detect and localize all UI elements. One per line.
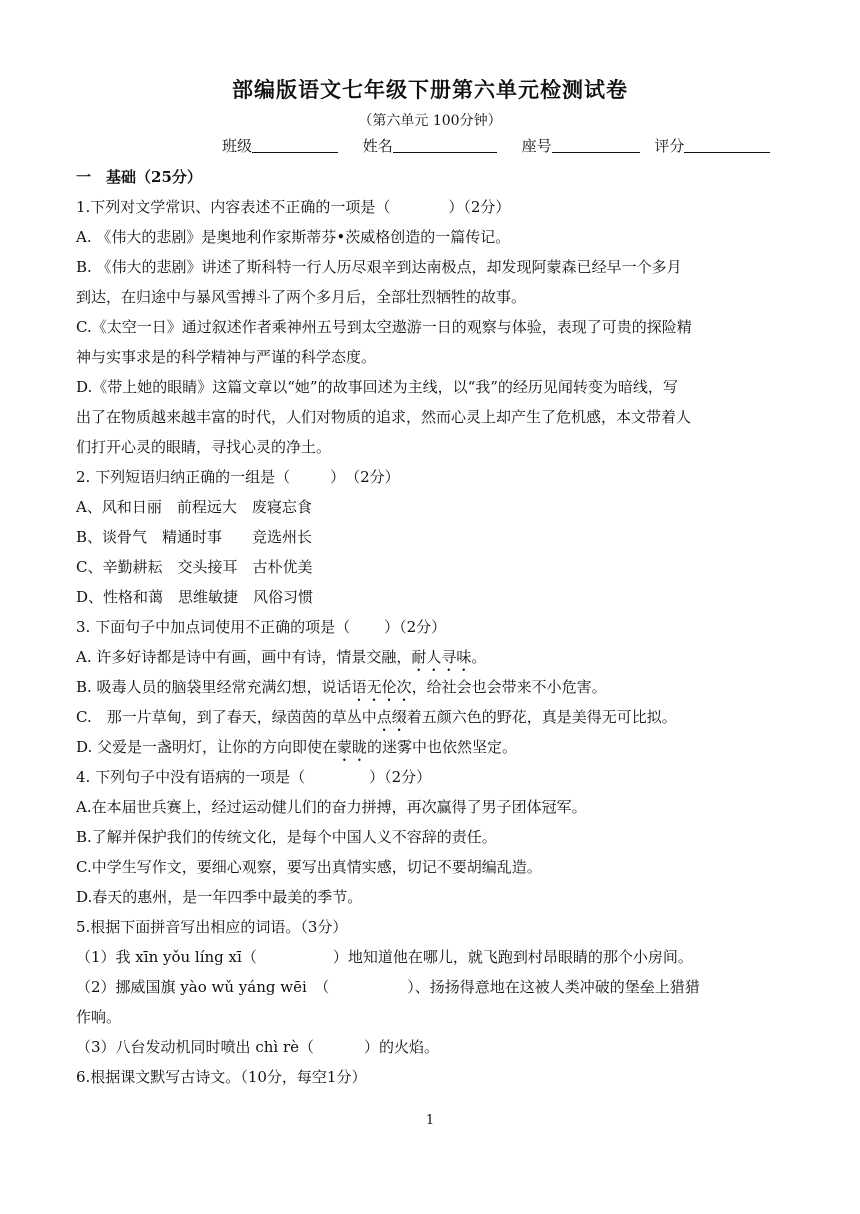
stem-text: 3. 下面句子中加点词使用不正确的项是（: [76, 618, 351, 636]
question-6: [76, 1062, 786, 1092]
pinyin-item-1: [76, 942, 786, 972]
pinyin-item-2: [76, 972, 786, 1002]
option-b: B.了解并保护我们的传统文化，是每个中国人义不容辞的责任。: [76, 828, 497, 846]
option-c: [76, 702, 786, 732]
question-stem: [76, 762, 786, 792]
option-text: 的迷雾中也依然坚定。: [367, 738, 518, 756]
option-b: B. 《伟大的悲剧》讲述了斯科特一行人历尽艰辛到达南极点，却发现阿蒙森已经早一个多月: [76, 258, 682, 276]
stem-end-text: ）（2分）: [369, 768, 432, 786]
option-b: B、谈骨气 精通时事 竞选州长: [76, 528, 313, 546]
score-label: 评分: [654, 137, 685, 155]
option-d: D.春天的惠州，是一年四季中最美的季节。: [76, 888, 363, 906]
dotted-word: 语无伦次: [351, 678, 412, 696]
option-b-cont: 到达，在归途中与暴风雪搏斗了两个多月后，全部壮烈牺牲的故事。: [76, 288, 527, 306]
option-text: D. 父爱是一盏明灯，让你的方向即使在: [76, 738, 338, 756]
stem-text: 1.下列对文学常识、内容表述不正确的一项是（: [76, 198, 391, 216]
class-label: 班级: [222, 137, 253, 155]
option-text: ，给社会也会带来不小危害。: [411, 678, 607, 696]
question-4: [76, 762, 786, 912]
question-1: [76, 192, 786, 462]
student-info-line: [222, 135, 770, 156]
option-text: C. 那一片草甸，到了春天，绿茵茵的草丛中: [76, 708, 377, 726]
page-number: 1: [425, 1113, 435, 1128]
option-text: 着五颜六色的野花，真是美得无可比拟。: [406, 708, 677, 726]
option-a: A.在本届世兵赛上，经过运动健儿们的奋力拼搏，再次赢得了男子团体冠军。: [76, 798, 587, 816]
item-text: ）、扬扬得意地在这被人类冲破的堡垒上猎猎: [407, 978, 700, 996]
question-stem: 5.根据下面拼音写出相应的词语。（3分）: [76, 918, 348, 936]
option-text: 。: [471, 648, 487, 666]
option-c-cont: 神与实事求是的科学精神与严谨的科学态度。: [76, 348, 377, 366]
stem-end-text: ） （2分）: [330, 468, 400, 486]
section-heading: 一 基础（25分）: [76, 168, 202, 186]
stem-text: 2. 下列短语归纳正确的一组是（: [76, 468, 291, 486]
option-d-cont: 们打开心灵的眼睛，寻找心灵的净土。: [76, 438, 332, 456]
name-blank: [393, 137, 497, 153]
pinyin-item-3: [76, 1032, 786, 1062]
question-stem: [76, 192, 786, 222]
pinyin-item-2-cont: 作响。: [76, 1008, 122, 1026]
question-stem: [76, 462, 786, 492]
stem-end-text: ）（2分）: [448, 198, 511, 216]
name-label: 姓名: [362, 137, 393, 155]
dotted-word: 点缀: [376, 708, 407, 726]
option-c: C.中学生写作文，要细心观察，要写出真情实感，切记不要胡编乱造。: [76, 858, 542, 876]
seat-blank: [552, 137, 640, 153]
stem-end-text: ）（2分）: [384, 618, 447, 636]
dotted-word: 蒙眬: [337, 738, 368, 756]
option-c: C.《太空一日》通过叙述作者乘神州五号到太空遨游一日的观察与体验，表现了可贵的探险精: [76, 318, 692, 336]
item-text: （2）挪威国旗 yào wǔ yáng wēi （: [76, 978, 330, 996]
question-stem: 6.根据课文默写古诗文。（10分，每空1分）: [76, 1068, 367, 1086]
seat-label: 座号: [521, 137, 552, 155]
class-blank: [252, 137, 338, 153]
dotted-word: 耐人寻味: [411, 648, 472, 666]
item-text: （1）我 xīn yǒu líng xī（: [76, 948, 257, 966]
exam-content: [76, 162, 786, 1092]
option-d: [76, 732, 786, 762]
stem-text: 4. 下列句子中没有语病的一项是（: [76, 768, 306, 786]
item-text: ）地知道他在哪儿，就飞跑到村昂眼睛的那个小房间。: [332, 948, 693, 966]
option-a: [76, 642, 786, 672]
option-text: A. 许多好诗都是诗中有画，画中有诗，情景交融，: [76, 648, 412, 666]
item-text: （3）八台发动机同时喷出 chì rè（: [76, 1038, 314, 1056]
option-c: C、辛勤耕耘 交头接耳 古朴优美: [76, 558, 313, 576]
option-b: [76, 672, 786, 702]
option-d: D、性格和蔼 思维敏捷 风俗习惯: [76, 588, 314, 606]
question-stem: [76, 612, 786, 642]
question-2: [76, 462, 786, 612]
page-title: 部编版语文七年级下册第六单元检测试卷: [232, 77, 628, 102]
option-a: A、风和日丽 前程远大 废寝忘食: [76, 498, 312, 516]
option-d: D.《带上她的眼睛》这篇文章以“她”的故事回述为主线，以“我”的经历见闻转变为暗线，写: [76, 378, 678, 396]
page-subtitle: （第六单元 100分钟）: [358, 113, 502, 129]
option-d-cont: 出了在物质越来越丰富的时代，人们对物质的追求，然而心灵上却产生了危机感，本文带着人: [76, 408, 692, 426]
score-blank: [684, 137, 770, 153]
question-5: [76, 912, 786, 1062]
option-text: B. 吸毒人员的脑袋里经常充满幻想，说话: [76, 678, 352, 696]
item-text: ）的火焰。: [364, 1038, 440, 1056]
option-a: A. 《伟大的悲剧》是奥地利作家斯蒂芬•茨威格创造的一篇传记。: [76, 228, 511, 246]
question-3: [76, 612, 786, 762]
